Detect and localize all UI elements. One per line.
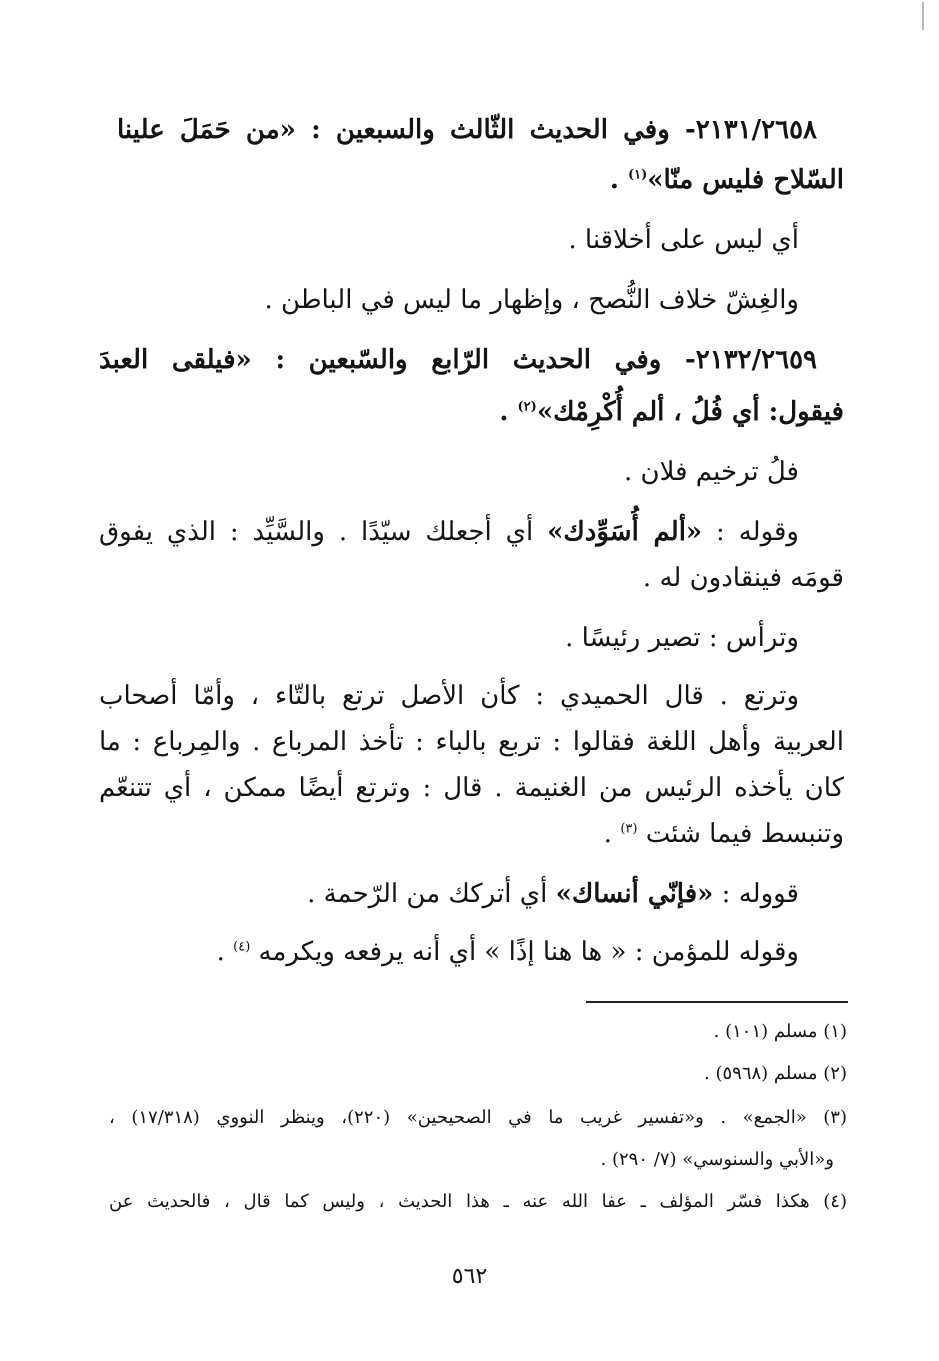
explanation-line: أي ليس على أخلاقنا .	[568, 225, 799, 255]
explanation-line: فلُ ترخيم فلان .	[623, 457, 799, 487]
footnote-1: (١) مسلم (١٠١) .	[713, 1021, 847, 1042]
quoted-phrase: «ألم أُسَوِّدك»	[547, 517, 703, 547]
hadith-intro: وفي الحديث الرّابع والسّبعين :	[251, 345, 685, 375]
explanation-line: وتنبسط فيما شئت $^{(٣)}$ .	[603, 819, 844, 849]
explanation-line: وترأس : تصير رئيسًا .	[565, 623, 799, 653]
footnote-3: (٣) «الجمع» . و«تفسير غريب ما في الصحيحين» (٢٢٠)، وينظر النووي (١٧/٣١٨) ،	[109, 1107, 847, 1128]
explanation-line: قومَه فينقادون له .	[642, 563, 844, 593]
explanation-line: كان يأخذه الرئيس من الغنيمة . قال : وترتع أيضًا ممكن ، أي تتنعّم	[99, 773, 844, 803]
footnote-ref: (٤)	[233, 939, 251, 955]
footnote-4: (٤) هكذا فسّر المؤلف ـ عفا الله عنه ـ هذا الحديث ، وليس كما قال ، فالحديث عن	[109, 1191, 847, 1212]
hadith-number: ٢١٣١/٢٦٥٨-	[684, 115, 817, 145]
footnote-2: (٢) مسلم (٥٩٦٨) .	[704, 1063, 847, 1084]
footnote-ref: (١)	[627, 167, 648, 183]
hadith-quote: فيقول: أي فُلُ ، ألم أُكْرِمْك»	[536, 397, 844, 427]
explanation-line: العربية وأهل اللغة فقالوا : تربع بالباء : تأخذ المرباع . والمِرباع : ما	[99, 727, 844, 757]
hadith-quote: «من حَمَلَ علينا	[117, 115, 296, 145]
hadith-73-line-2: السّلاح فليس منّا»$^{(١)}$ .	[609, 165, 844, 195]
explanation-line: وترتع . قال الحميدي : كأن الأصل ترتع بالتّاء ، وأمّا أصحاب	[99, 681, 799, 711]
quoted-phrase: «فإنّي أنساك»	[555, 879, 714, 909]
scan-edge-mark	[922, 2, 924, 30]
hadith-intro: وفي الحديث الثّالث والسبعين :	[295, 115, 685, 145]
hadith-quote: «فيلقى العبدَ	[99, 345, 252, 375]
hadith-74-line-2: فيقول: أي فُلُ ، ألم أُكْرِمْك»$^{(٢)}$ .	[499, 397, 844, 427]
page-number: ٥٦٢	[451, 1264, 488, 1289]
footnote-divider	[586, 1001, 848, 1003]
footnote-ref: (٢)	[517, 399, 537, 415]
explanation-line: وقوله : «ألم أُسَوِّدك» أي أجعلك سيّدًا . والسَّيِّد : الذي يفوق	[99, 517, 799, 547]
footnote-3-continuation: و«الأبي والسنوسي» (٧/ ٢٩٠) .	[600, 1149, 834, 1170]
hadith-number: ٢١٣٢/٢٦٥٩-	[684, 345, 817, 375]
footnote-ref: (٣)	[620, 821, 638, 837]
hadith-74-line-1	[99, 340, 817, 380]
hadith-quote: السّلاح فليس منّا»	[647, 165, 844, 195]
explanation-line: قووله : «فإنّي أنساك» أي أتركك من الرّحمة .	[307, 879, 799, 909]
hadith-73-line-1	[117, 110, 817, 150]
explanation-line: وقوله للمؤمن : « ها هنا إذًا » أي أنه يرفعه ويكرمه $^{(٤)}$ .	[216, 937, 799, 967]
explanation-line: والغِشّ خلاف النُّصح ، وإظهار ما ليس في الباطن .	[264, 285, 799, 315]
